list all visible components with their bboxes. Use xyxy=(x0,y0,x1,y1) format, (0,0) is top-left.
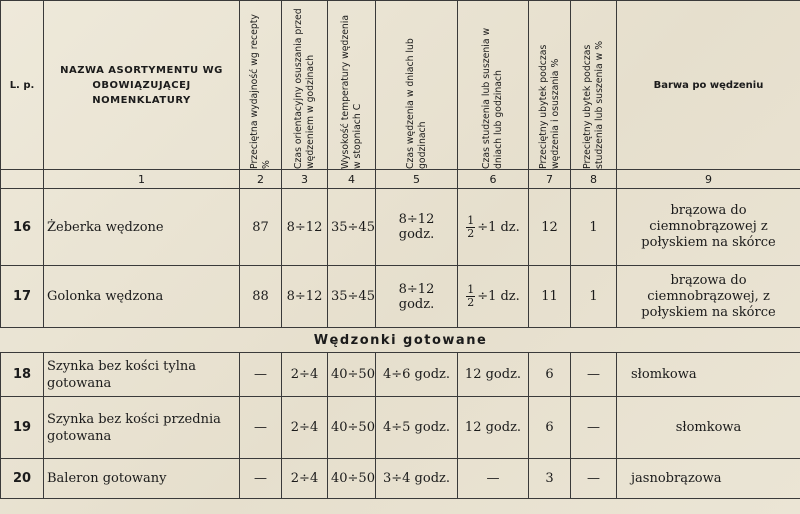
table-row xyxy=(1,397,800,459)
row-lp: 18 xyxy=(1,353,44,397)
row-temperatura: 40÷50 xyxy=(328,353,376,397)
row-osuszanie: 8÷12 xyxy=(282,189,328,266)
row-name: Golonka wędzona xyxy=(44,266,240,328)
col-number: 5 xyxy=(376,170,458,189)
row-ubytek2: 1 xyxy=(571,189,617,266)
row-barwa: słomkowa xyxy=(617,353,800,397)
table-row xyxy=(1,189,800,266)
row-wydajnosc: — xyxy=(240,459,282,499)
row-studzenie: $\frac{1}{2}$ ÷1 dz. xyxy=(458,266,529,328)
table-row xyxy=(1,266,800,328)
row-wydajnosc: 88 xyxy=(240,266,282,328)
col-number: 2 xyxy=(240,170,282,189)
column-number-row xyxy=(1,170,800,189)
row-lp: 17 xyxy=(1,266,44,328)
row-ubytek1: 6 xyxy=(529,397,571,459)
col-number: 4 xyxy=(328,170,376,189)
row-ubytek1: 12 xyxy=(529,189,571,266)
row-name: Szynka bez kości tylna gotowana xyxy=(44,353,240,397)
col-number: 6 xyxy=(458,170,529,189)
header-barwa: Barwa po wędzeniu xyxy=(617,1,800,170)
row-barwa: słomkowa xyxy=(617,397,800,459)
row-studzenie: 12 godz. xyxy=(458,353,529,397)
row-wedzenie: 4÷6 godz. xyxy=(376,353,458,397)
row-osuszanie: 2÷4 xyxy=(282,353,328,397)
row-wydajnosc: — xyxy=(240,397,282,459)
row-osuszanie: 8÷12 xyxy=(282,266,328,328)
section-row xyxy=(1,328,800,353)
row-name: Żeberka wędzone xyxy=(44,189,240,266)
row-temperatura: 40÷50 xyxy=(328,459,376,499)
col-number: 8 xyxy=(571,170,617,189)
row-lp: 20 xyxy=(1,459,44,499)
col-number: 3 xyxy=(282,170,328,189)
row-wydajnosc: — xyxy=(240,353,282,397)
row-wedzenie: 8÷12 godz. xyxy=(376,189,458,266)
row-ubytek2: — xyxy=(571,459,617,499)
col-number: 7 xyxy=(529,170,571,189)
row-ubytek2: — xyxy=(571,397,617,459)
header-col4: Wysokość temperatury wędzenia w stopniach C xyxy=(328,1,376,170)
section-title: Wędzonki gotowane xyxy=(1,328,800,353)
row-ubytek1: 6 xyxy=(529,353,571,397)
row-wedzenie: 3÷4 godz. xyxy=(376,459,458,499)
row-studzenie: — xyxy=(458,459,529,499)
header-col7: Przeciętny ubytek podczas wędzenia i osuszania % xyxy=(529,1,571,170)
header-name: NAZWA ASORTYMENTU WG OBOWIĄZUJĄCEJ NOMENKLATURY xyxy=(44,1,240,170)
row-temperatura: 35÷45 xyxy=(328,266,376,328)
header-col8: Przeciętny ubytek podczas studzenia lub suszenia w % xyxy=(571,1,617,170)
row-barwa: jasnobrązowa xyxy=(617,459,800,499)
col-number: 1 xyxy=(44,170,240,189)
row-osuszanie: 2÷4 xyxy=(282,397,328,459)
row-ubytek1: 11 xyxy=(529,266,571,328)
row-name: Szynka bez kości przednia gotowana xyxy=(44,397,240,459)
row-studzenie: 12 godz. xyxy=(458,397,529,459)
row-ubytek1: 3 xyxy=(529,459,571,499)
header-col2: Przeciętna wydajność wg recepty % xyxy=(240,1,282,170)
row-wedzenie: 4÷5 godz. xyxy=(376,397,458,459)
fraction: $\frac{1}{2}$ xyxy=(467,283,475,309)
row-barwa: brązowa do ciemnobrązowej, z połyskiem na skórce xyxy=(617,266,800,328)
row-name: Baleron gotowany xyxy=(44,459,240,499)
row-lp: 19 xyxy=(1,397,44,459)
fraction: $\frac{1}{2}$ xyxy=(467,213,475,240)
row-osuszanie: 2÷4 xyxy=(282,459,328,499)
header-col5: Czas wędzenia w dniach lub godzinach xyxy=(376,1,458,170)
row-wedzenie: 8÷12 godz. xyxy=(376,266,458,328)
table-row xyxy=(1,459,800,499)
col-number xyxy=(1,170,44,189)
row-ubytek2: — xyxy=(571,353,617,397)
row-temperatura: 40÷50 xyxy=(328,397,376,459)
row-wydajnosc: 87 xyxy=(240,189,282,266)
row-ubytek2: 1 xyxy=(571,266,617,328)
row-barwa: brązowa do ciemnobrązowej z połyskiem na skórce xyxy=(617,189,800,266)
header-col3: Czas orientacyjny osuszania przed wędzeniem w godzinach xyxy=(282,1,328,170)
row-lp: 16 xyxy=(1,189,44,266)
table-row xyxy=(1,353,800,397)
header-lp: L. p. xyxy=(1,1,44,170)
col-number: 9 xyxy=(617,170,800,189)
row-studzenie: $\frac{1}{2}$ ÷1 dz. xyxy=(458,189,529,266)
header-col6: Czas studzenia lub suszenia w dniach lub godzinach xyxy=(458,1,529,170)
row-temperatura: 35÷45 xyxy=(328,189,376,266)
header-row xyxy=(1,1,800,170)
